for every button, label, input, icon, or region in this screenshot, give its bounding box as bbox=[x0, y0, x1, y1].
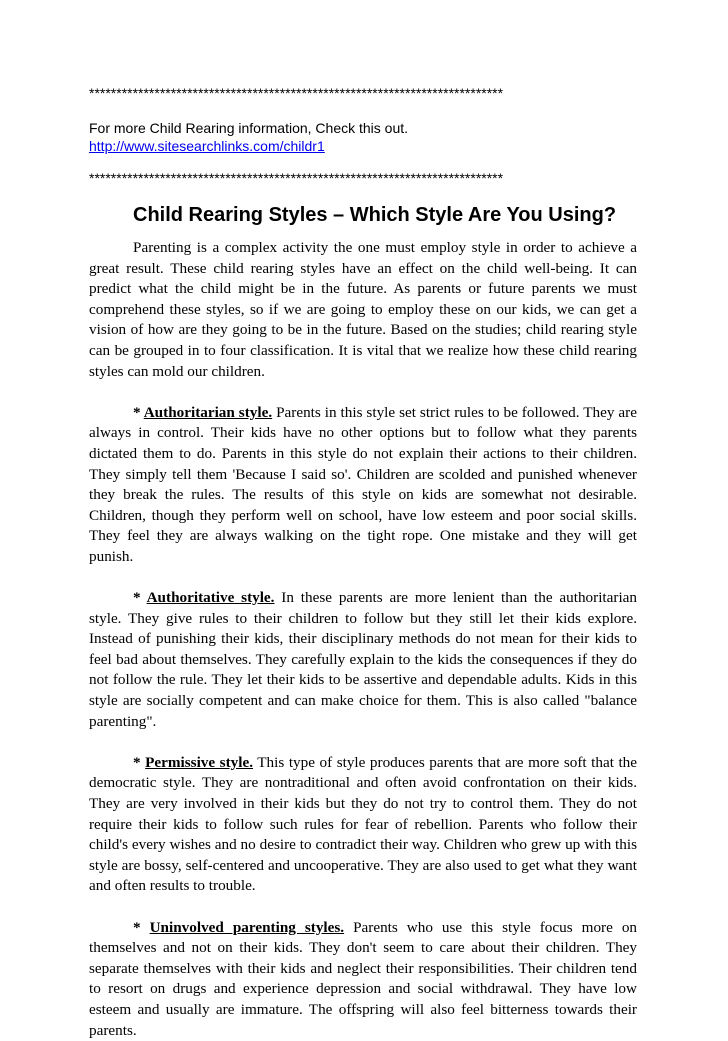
asterisk-divider-top: **************************************************************************** bbox=[89, 86, 504, 100]
section-heading-authoritarian: Authoritarian style. bbox=[143, 403, 273, 421]
section-heading-authoritative: Authoritative style. bbox=[146, 589, 275, 607]
document-body bbox=[89, 238, 637, 1041]
info-link[interactable]: http://www.sitesearchlinks.com/childr1 bbox=[89, 138, 325, 154]
section-prefix: * bbox=[133, 403, 144, 421]
section-heading-uninvolved: Uninvolved parenting styles. bbox=[149, 918, 345, 936]
section-authoritarian bbox=[89, 403, 637, 568]
section-text-authoritative: In these parents are more lenient than the authoritarian style. They give rules to their children to follow but they still let their kids explore. Instead of punishing their kids, their disciplinary methods do not mean for their kids to feel bad about themselves. They carefully explain to the kids the consequences if they do not follow the rule. They let their kids to be assertive and dependable adults. Kids in this style are socially competent and can make choice for them. This is also called "balance parenting". bbox=[89, 589, 637, 730]
section-prefix: * bbox=[133, 753, 146, 771]
section-text-uninvolved: Parents who use this style focus more on themselves and not on their kids. They don't seem to care about their children. They separate themselves with their kids and neglect their responsibilities. Their children tend to resort on drugs and experience depression and social withdrawal. They have low esteem and usually are immature. The offspring will also feel bitterness towards their parents. bbox=[89, 918, 638, 1039]
asterisk-divider-bottom: **************************************************************************** bbox=[89, 171, 504, 185]
section-prefix: * bbox=[133, 918, 150, 936]
section-prefix: * bbox=[133, 589, 147, 607]
document-title: Child Rearing Styles – Which Style Are You Using? bbox=[133, 204, 617, 226]
section-permissive bbox=[89, 753, 637, 897]
section-uninvolved bbox=[89, 918, 637, 1041]
section-authoritative bbox=[89, 588, 637, 732]
intro-paragraph: Parenting is a complex activity the one must employ style in order to achieve a great result. These child rearing styles have an effect on the child well-being. It can predict what the child might be in the future. As parents or future parents we must comprehend these styles, so if we are going to employ these on our kids, we can get a vision of how are they going to be in the future. Based on the studies; child rearing style can be grouped in to four classification. It is vital that we realize how these child rearing styles can mold our children. bbox=[89, 239, 637, 380]
section-text-authoritarian: Parents in this style set strict rules to be followed. They are always in control. Their kids have no other options but to follow what they parents dictated them to do. Parents in this style do not explain their actions to their children. They simply tell them 'Because I said so'. Children are scolded and punished whenever they break the rules. The results of this style on kids are somewhat not desirable. Children, though they perform well on school, have low esteem and poor social skills. They feel they are always walking on the tight rope. One mistake and they will get punish. bbox=[89, 403, 637, 565]
info-text: For more Child Rearing information, Check this out. bbox=[89, 120, 409, 136]
section-text-permissive: This type of style produces parents that are more soft that the democratic style. They are nontraditional and often avoid confrontation on their kids. They are very involved in their kids but they do not try to control them. They do not require their kids to follow such rules for fear of rebellion. Parents who follow their child's every wishes and no desire to contradict their way. Children who grew up with this style are bossy, self-centered and uncooperative. They are also used to get what they want and often results to trouble. bbox=[89, 753, 638, 895]
section-heading-permissive: Permissive style. bbox=[145, 753, 254, 771]
